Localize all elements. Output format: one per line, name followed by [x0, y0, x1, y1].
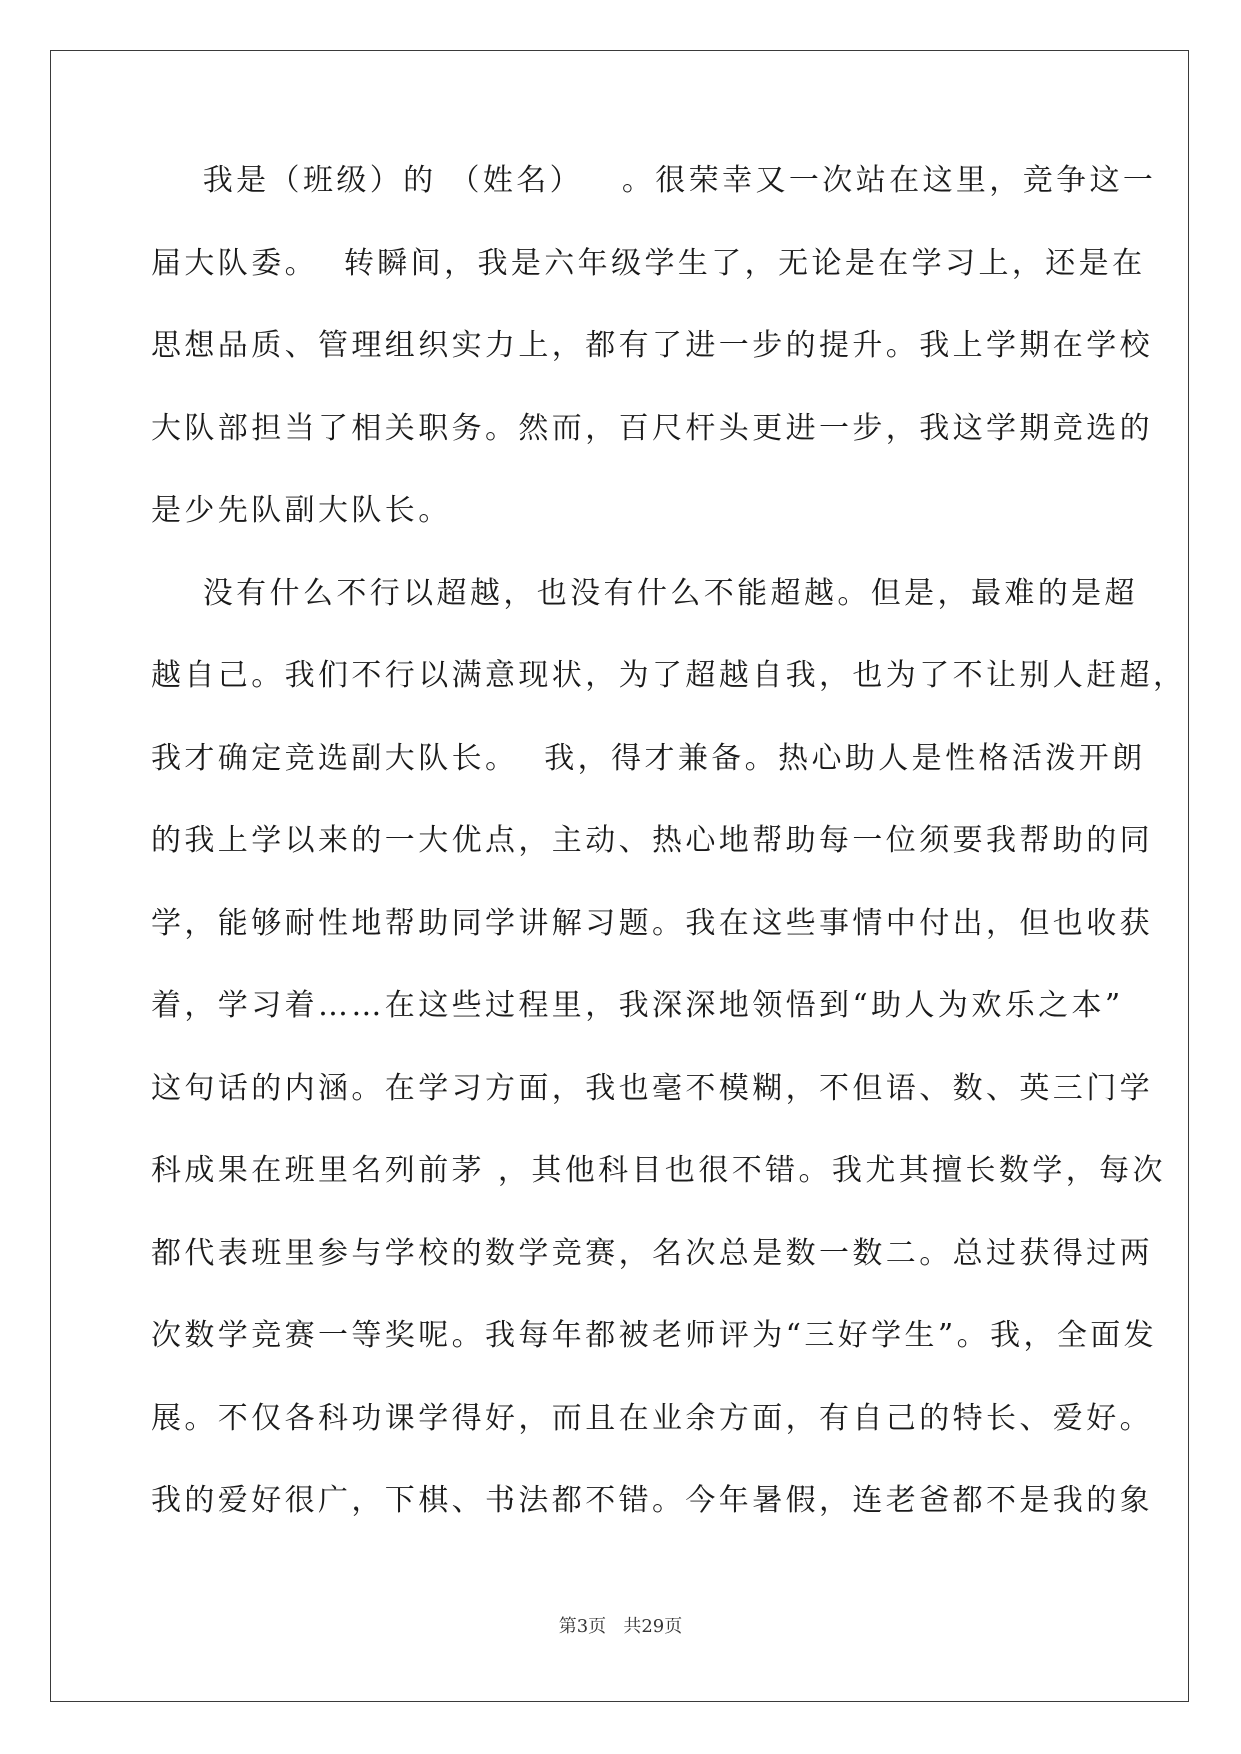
- text-line: 学，能够耐性地帮助同学讲解习题。我在这些事情中付出，但也收获: [151, 905, 1153, 941]
- text-line: 越自己。我们不行以满意现状，为了超越自我，也为了不让别人赶超，: [151, 658, 1187, 693]
- text-line: 没有什么不行以超越，也没有什么不能超越。但是，最难的是超: [151, 575, 1138, 611]
- page-number-footer: 第3页 共29页: [558, 1616, 683, 1637]
- text-line: 着，学习着……在这些过程里，我深深地领悟到“助人为欢乐之本”: [151, 988, 1124, 1023]
- text-line: 这句话的内涵。在学习方面，我也毫不模糊，不但语、数、英三门学: [151, 1070, 1153, 1106]
- document-body: [151, 158, 1187, 1561]
- text-line: 大队部担当了相关职务。然而，百尺杆头更进一步，我这学期竞选的: [151, 410, 1153, 446]
- text-line: 我的爱好很广，下棋、书法都不错。今年暑假，连老爸都不是我的象: [151, 1483, 1153, 1518]
- text-line: 我才确定竞选副大队长。 我，得才兼备。热心助人是性格活泼开朗: [151, 740, 1146, 776]
- text-line: 展。不仅各科功课学得好，而且在业余方面，有自己的特长、爱好。: [151, 1400, 1153, 1436]
- text-line: 届大队委。 转瞬间，我是六年级学生了，无论是在学习上，还是在: [151, 245, 1146, 281]
- text-line: 科成果在班里名列前茅 ，其他科目也很不错。我尤其擅长数学，每次: [151, 1153, 1166, 1188]
- text-line: 的我上学以来的一大优点，主动、热心地帮助每一位须要我帮助的同: [151, 823, 1153, 858]
- text-line: 次数学竞赛一等奖呢。我每年都被老师评为“三好学生”。我，全面发: [151, 1318, 1158, 1353]
- text-line: 是少先队副大队长。: [151, 493, 452, 528]
- text-line: 我是（班级）的 （姓名） 。很荣幸又一次站在这里，竞争这一: [151, 163, 1157, 198]
- text-line: 思想品质、管理组织实力上，都有了进一步的提升。我上学期在学校: [151, 328, 1153, 363]
- text-line: 都代表班里参与学校的数学竞赛，名次总是数一数二。总过获得过两: [151, 1235, 1153, 1271]
